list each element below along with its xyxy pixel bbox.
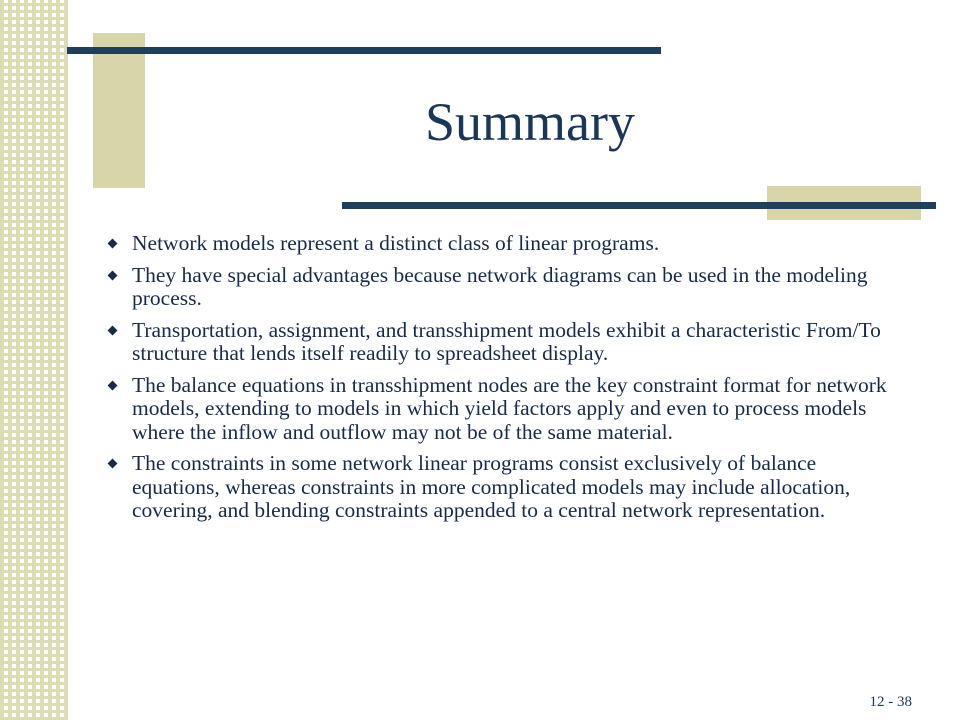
diamond-bullet-icon xyxy=(108,459,118,469)
bullet-text: Transportation, assignment, and transshipment models exhibit a characteristic From/To structure that lends itself readily to spreadsheet display. xyxy=(132,317,881,365)
title-rule-top xyxy=(67,47,661,54)
slide-number: 12 - 38 xyxy=(869,694,912,710)
bullet-text: The balance equations in transshipment nodes are the key constraint format for network models, extending to models in which yield factors apply and even to process models where the inflow and outflow may not be of the same material. xyxy=(132,372,887,444)
bullet-text: Network models represent a distinct class of linear programs. xyxy=(132,231,660,255)
bullet-item xyxy=(100,452,900,523)
title-rule-bottom xyxy=(342,202,936,209)
diamond-bullet-icon xyxy=(108,380,118,390)
bullet-list xyxy=(100,232,900,531)
decorative-block-left xyxy=(93,33,145,188)
diamond-bullet-icon xyxy=(108,325,118,335)
bullet-text: The constraints in some network linear programs consist exclusively of balance equations, whereas constraints in more complicated models may include allocation, covering, and blending constraints appended to a central network representation. xyxy=(132,451,851,522)
bullet-item xyxy=(100,319,900,366)
slide-title: Summary xyxy=(425,92,635,152)
diamond-bullet-icon xyxy=(108,239,118,249)
bullet-item xyxy=(100,232,900,256)
bullet-item xyxy=(100,264,900,311)
decorative-stripe-border xyxy=(0,0,68,720)
diamond-bullet-icon xyxy=(108,270,118,280)
bullet-item xyxy=(100,374,900,445)
bullet-text: They have special advantages because network diagrams can be used in the modeling process. xyxy=(132,262,868,310)
